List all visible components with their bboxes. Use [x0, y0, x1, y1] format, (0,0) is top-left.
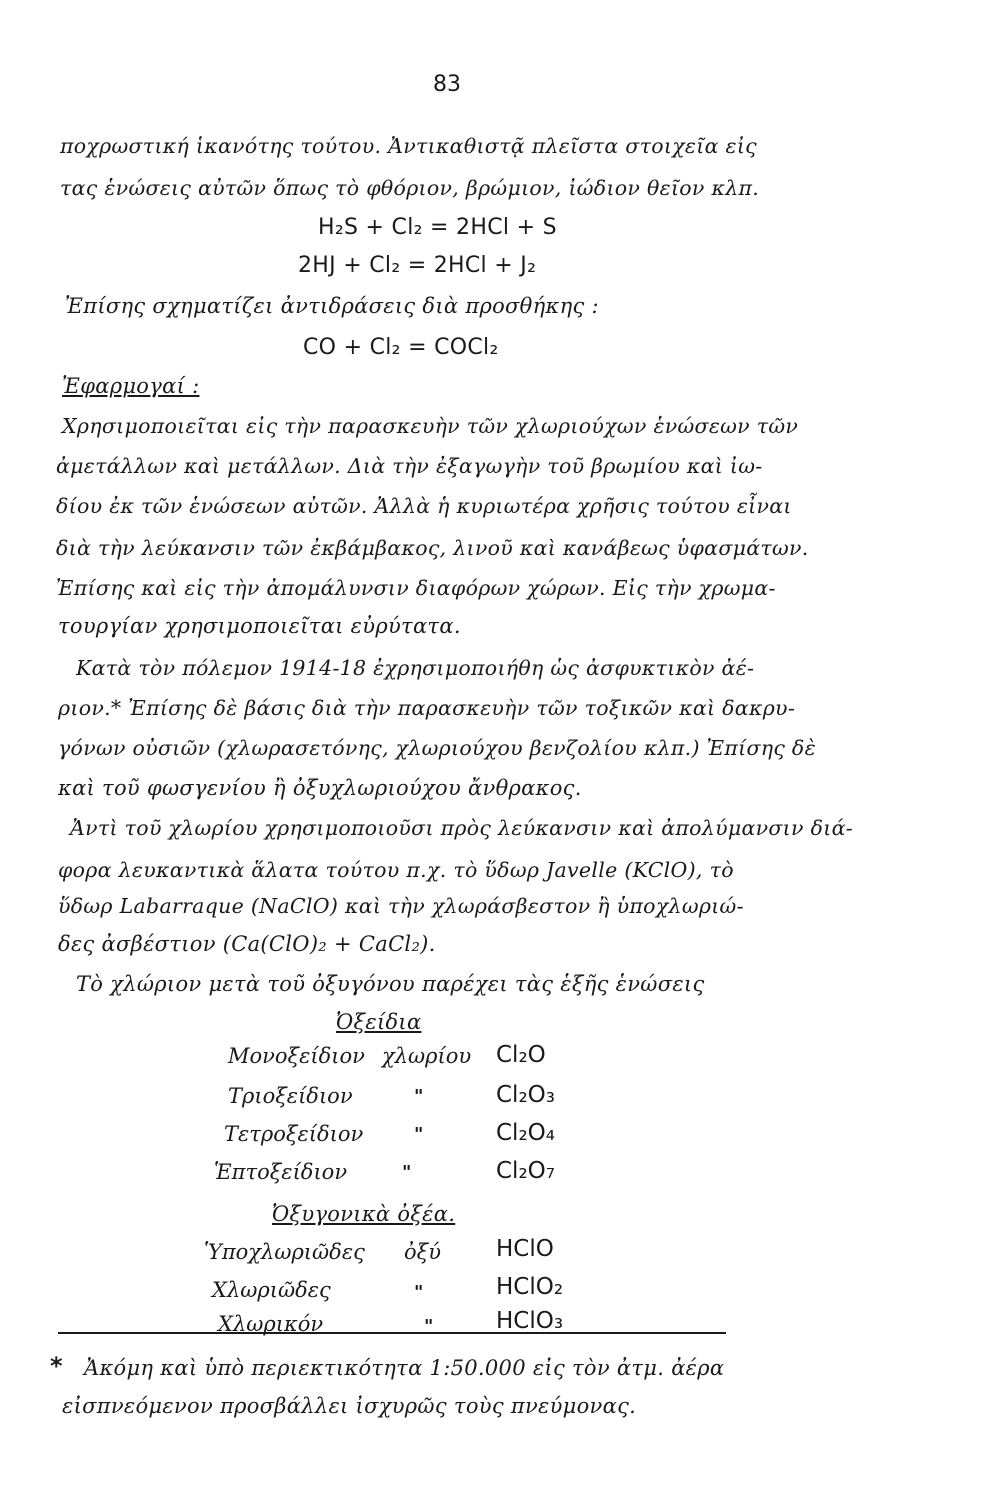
text-line: τουργίαν χρησιμοποιεῖται εὐρύτατα.: [58, 614, 461, 638]
ditto-mark: ": [414, 1282, 424, 1303]
applications-heading: Ἐφαρμογαί :: [62, 374, 200, 398]
oxide-formula: Cl₂O₃: [496, 1082, 555, 1108]
text-line: φορα λευκαντικὰ ἅλατα τούτου π.χ. τὸ ὕδωρ Javelle (KClO), τὸ: [58, 858, 734, 882]
equation-phosgene: CO + Cl₂ = COCl₂: [303, 335, 499, 360]
oxide-formula: Cl₂O₄: [496, 1120, 555, 1146]
oxide-name: Τριοξείδιον: [228, 1084, 353, 1108]
acid-name: Χλωριῶδες: [212, 1278, 331, 1302]
ditto-mark: ": [414, 1086, 424, 1107]
page-number: 83: [433, 72, 461, 97]
oxide-name: Μονοξείδιον: [228, 1044, 365, 1068]
oxides-heading: Ὀξείδια: [336, 1010, 422, 1034]
ditto-mark: ": [414, 1124, 424, 1145]
text-line: διὰ τὴν λεύκανσιν τῶν ἐκβάμβακος, λινοῦ καὶ κανάβεως ὑφασμάτων.: [56, 536, 809, 560]
text-line: Ἐπίσης σχηματίζει ἀντιδράσεις διὰ προσθήκης :: [65, 294, 599, 318]
footnote-mark: *: [50, 1352, 63, 1380]
text-line: ποχρωστική ἱκανότης τούτου. Ἀντικαθιστᾷ πλεῖστα στοιχεῖα εἰς: [60, 134, 757, 158]
text-line: δίου ἐκ τῶν ἑνώσεων αὐτῶν. Ἀλλὰ ἡ κυριωτέρα χρῆσις τούτου εἶναι: [56, 494, 792, 518]
acid-formula: HClO₃: [496, 1308, 564, 1334]
acid-qualifier: ὀξύ: [404, 1240, 441, 1264]
oxide-formula: Cl₂O: [496, 1042, 546, 1068]
oxide-qualifier: χλωρίου: [382, 1044, 472, 1068]
footnote-line: Ἀκόμη καὶ ὑπὸ περιεκτικότητα 1:50.000 εἰς τὸν ἀτμ. ἀέρα: [84, 1356, 725, 1380]
oxide-name: Ἑπτοξείδιον: [214, 1160, 348, 1184]
text-line: Χρησιμοποιεῖται εἰς τὴν παρασκευὴν τῶν χλωριούχων ἑνώσεων τῶν: [62, 414, 799, 438]
footnote-line: εἰσπνεόμενον προσβάλλει ἰσχυρῶς τοὺς πνεύμονας.: [62, 1394, 637, 1418]
oxide-formula: Cl₂O₇: [496, 1158, 555, 1184]
text-line: δες ἀσβέστιον (Ca(ClO)₂ + CaCl₂).: [58, 932, 436, 956]
acids-heading: Ὀξυγονικὰ ὀξέα.: [272, 1202, 456, 1226]
text-line: Ἐπίσης καὶ εἰς τὴν ἀπομάλυνσιν διαφόρων χώρων. Εἰς τὴν χρωμα-: [56, 576, 776, 600]
text-line: Κατὰ τὸν πόλεμον 1914-18 ἐχρησιμοποιήθη ὡς ἀσφυκτικὸν ἀέ-: [76, 656, 755, 680]
ditto-mark: ": [424, 1316, 434, 1337]
equation-hj: 2HJ + Cl₂ = 2HCl + J₂: [298, 253, 537, 278]
ditto-mark: ": [402, 1162, 412, 1183]
text-line: ριον.* Ἐπίσης δὲ βάσις διὰ τὴν παρασκευὴν τῶν τοξικῶν καὶ δακρυ-: [58, 696, 796, 720]
acid-formula: HClO: [496, 1236, 554, 1262]
oxide-name: Τετροξείδιον: [224, 1122, 364, 1146]
text-line: Ἀντὶ τοῦ χλωρίου χρησιμοποιοῦσι πρὸς λεύκανσιν καὶ ἀπολύμανσιν διά-: [70, 816, 853, 840]
acid-name: Χλωρικόν: [218, 1312, 324, 1336]
acid-name: Ὑποχλωριῶδες: [204, 1240, 365, 1264]
equation-h2s: H₂S + Cl₂ = 2HCl + S: [318, 215, 557, 240]
text-line: τας ἑνώσεις αὐτῶν ὅπως τὸ φθόριον, βρώμιον, ἰώδιον θεῖον κλπ.: [60, 176, 760, 200]
footnote-divider: [58, 1332, 726, 1334]
text-line: καὶ τοῦ φωσγενίου ἢ ὀξυχλωριούχου ἄνθρακος.: [58, 776, 582, 800]
text-line: γόνων οὐσιῶν (χλωρασετόνης, χλωριούχου βενζολίου κλπ.) Ἐπίσης δὲ: [58, 736, 816, 760]
text-line: ἀμετάλλων καὶ μετάλλων. Διὰ τὴν ἐξαγωγὴν τοῦ βρωμίου καὶ ἰω-: [56, 454, 763, 478]
acid-formula: HClO₂: [496, 1274, 564, 1300]
text-line: ὕδωρ Labarraque (NaClO) καὶ τὴν χλωράσβεστον ἢ ὑποχλωριώ-: [58, 894, 744, 918]
text-line: Τὸ χλώριον μετὰ τοῦ ὀξυγόνου παρέχει τὰς ἑξῆς ἑνώσεις: [76, 972, 705, 996]
